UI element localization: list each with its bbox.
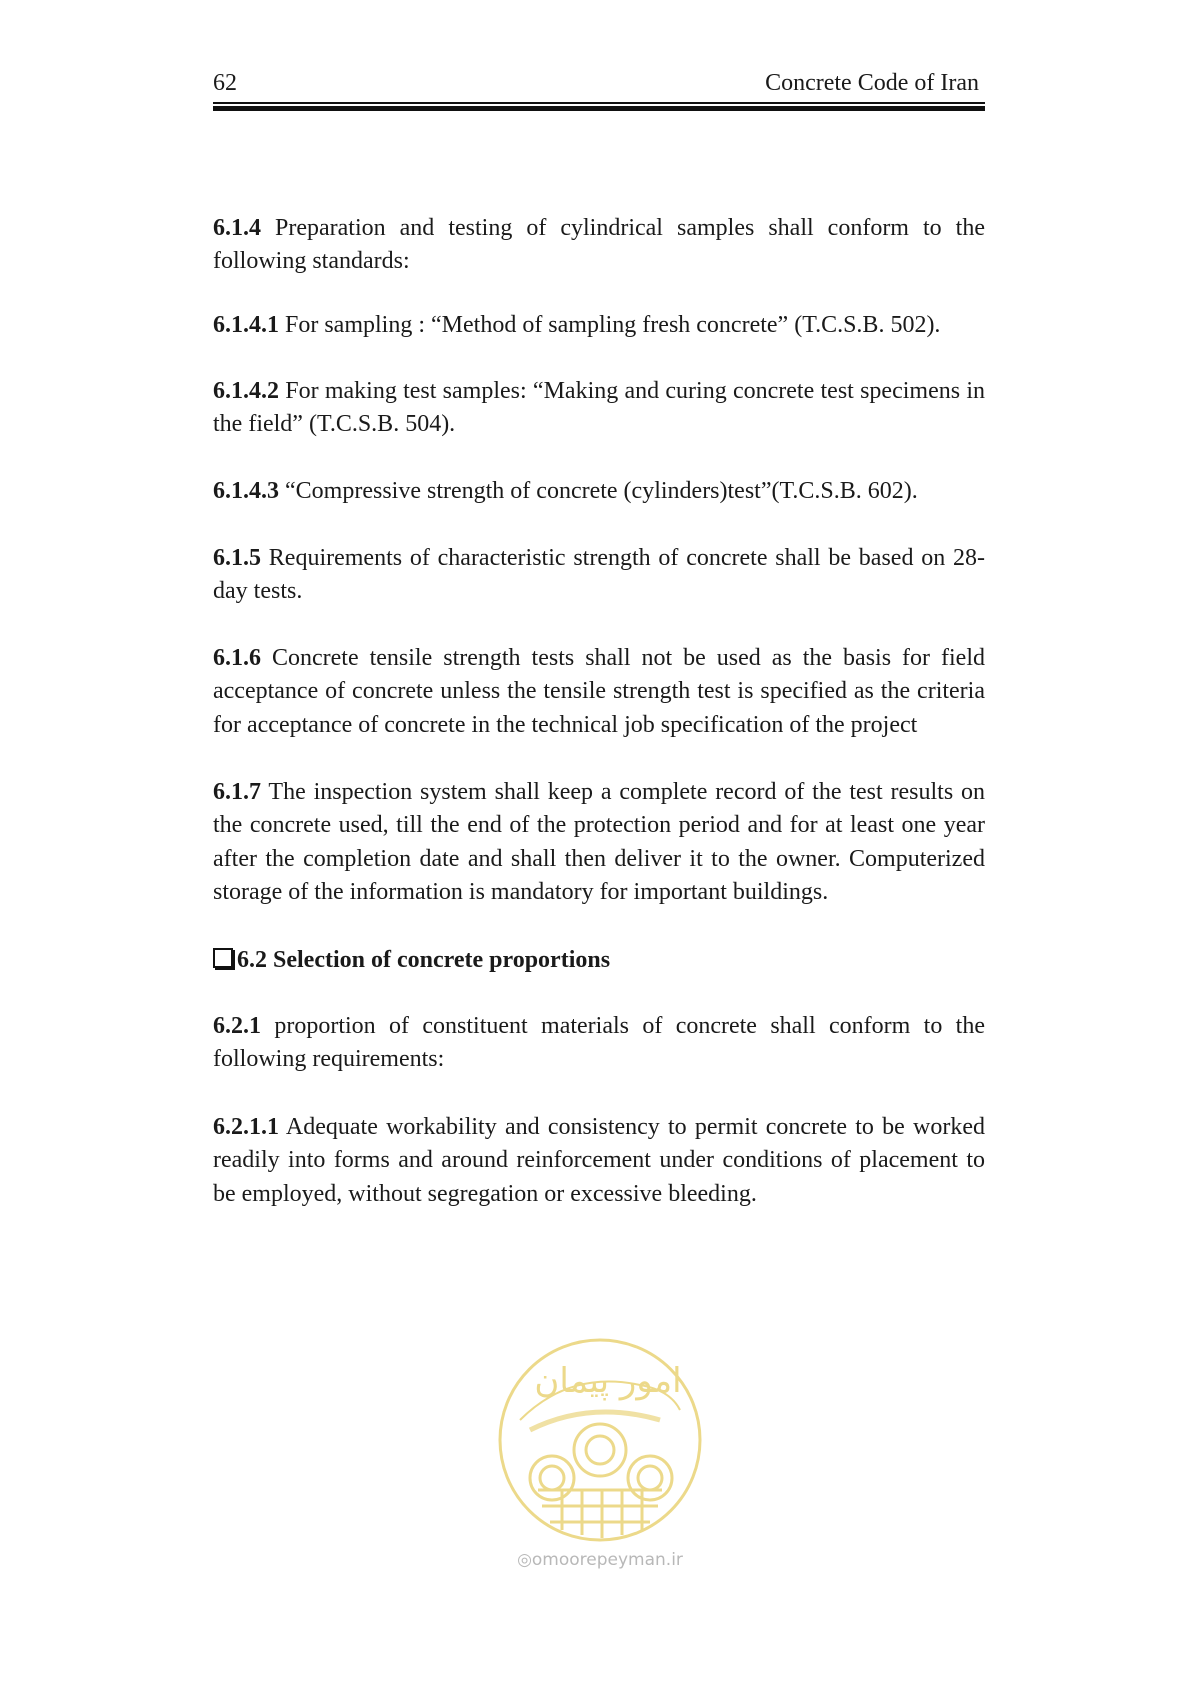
clause-6-1-4-2 bbox=[213, 375, 985, 442]
globe-icon: ◎ bbox=[517, 1550, 532, 1570]
clause-number: 6.1.5 bbox=[213, 545, 261, 571]
clause-6-1-4 bbox=[213, 212, 985, 279]
clause-number: 6.1.7 bbox=[213, 779, 261, 805]
clause-text: Preparation and testing of cylindrical samples shall conform to the following standards: bbox=[213, 215, 985, 275]
clause-6-1-7 bbox=[213, 776, 985, 910]
clause-6-1-6 bbox=[213, 642, 985, 742]
clause-number: 6.1.4 bbox=[213, 215, 261, 241]
header-rule-thin bbox=[213, 102, 985, 104]
clause-number: 6.2.1.1 bbox=[213, 1114, 279, 1140]
clause-6-2-1-1 bbox=[213, 1111, 985, 1211]
watermark-caption bbox=[490, 1550, 710, 1570]
clause-text: For sampling : “Method of sampling fresh concrete” (T.C.S.B. 502). bbox=[279, 312, 941, 338]
page-header bbox=[213, 70, 985, 110]
clause-6-1-4-1 bbox=[213, 309, 985, 342]
clause-6-1-4-3 bbox=[213, 475, 985, 508]
clause-number: 6.1.6 bbox=[213, 645, 261, 671]
clause-number: 6.1.4.2 bbox=[213, 378, 279, 404]
watermark-caption-text: omoorepeyman.ir bbox=[531, 1550, 683, 1570]
clause-text: The inspection system shall keep a complete record of the test results on the concrete used, till the end of the protection period and for at least one year after the completion date and shall then deliver it to the owner. Computerized storage of the information is mandatory for important buildings. bbox=[213, 779, 985, 906]
header-rule-thick bbox=[213, 106, 985, 111]
clause-number: 6.2.1 bbox=[213, 1013, 261, 1039]
clause-text: proportion of constituent materials of concrete shall conform to the following requirements: bbox=[213, 1013, 985, 1073]
section-heading bbox=[213, 944, 985, 977]
clause-number: 6.1.4.3 bbox=[213, 478, 279, 504]
watermark-seal-icon bbox=[490, 1330, 710, 1560]
section-heading-text: 6.2 Selection of concrete proportions bbox=[237, 947, 611, 973]
watermark-logo-text: امور پیمان bbox=[534, 1361, 682, 1401]
page-number: 62 bbox=[213, 70, 237, 96]
checkbox-square-icon bbox=[213, 948, 233, 968]
clause-text: Concrete tensile strength tests shall not be used as the basis for field acceptance of concrete unless the tensile strength test is specified as the criteria for acceptance of concrete in the technical job specification of the project bbox=[213, 645, 985, 738]
clause-text: Requirements of characteristic strength of concrete shall be based on 28-day tests. bbox=[213, 545, 985, 605]
clause-text: Adequate workability and consistency to permit concrete to be worked readily into forms and around reinforcement under conditions of placement to be employed, without segregation or excessive bleeding. bbox=[213, 1114, 985, 1207]
clause-6-1-5 bbox=[213, 542, 985, 609]
clause-number: 6.1.4.1 bbox=[213, 312, 279, 338]
running-title: Concrete Code of Iran bbox=[765, 70, 979, 96]
clause-text: “Compressive strength of concrete (cylinders)test”(T.C.S.B. 602). bbox=[279, 478, 918, 504]
clause-text: For making test samples: “Making and curing concrete test specimens in the field” (T.C.S.B. 504). bbox=[213, 378, 985, 438]
clause-6-2-1 bbox=[213, 1010, 985, 1077]
